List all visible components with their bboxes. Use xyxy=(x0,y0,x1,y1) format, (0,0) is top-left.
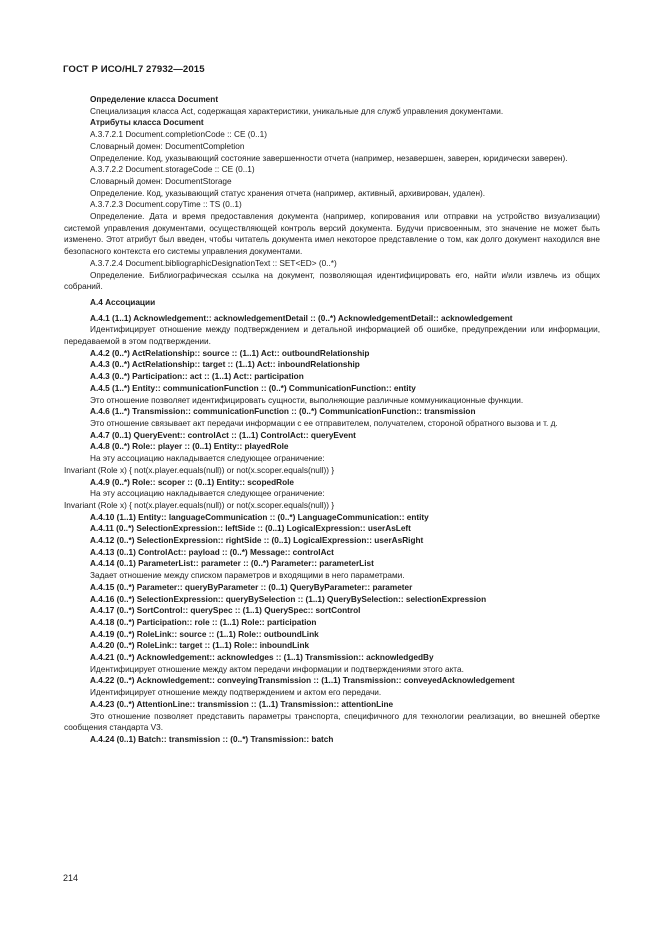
association-line: A.4.17 (0..*) SortControl:: querySpec :: (1..1) QuerySpec:: sortControl xyxy=(90,606,361,616)
association-line: A.4.20 (0..*) RoleLink:: target :: (1..1) Role:: inboundLink xyxy=(90,641,310,651)
paragraph: Определение. Код, указывающий состояние завершенности отчета (например, незавершен, заверен, юридически заверен). xyxy=(90,153,568,163)
paragraph: Это отношение позволяет представить параметры транспорта, специфичного для технологии реализации, во внешней обертке сообщения стандарта V3. xyxy=(64,711,600,733)
paragraph: Определение. Библиографическая ссылка на документ, позволяющая идентифицировать его, найти и/или извлечь из общих собраний. xyxy=(64,270,600,292)
paragraph: Определение. Код, указывающий статус хранения отчета (например, активный, архивирован, удален). xyxy=(90,188,486,198)
association-line: A.4.8 (0..*) Role:: player :: (0..1) Entity:: playedRole xyxy=(90,442,289,452)
paragraph: Словарный домен: DocumentCompletion xyxy=(90,141,245,151)
association-line: A.4.10 (1..1) Entity:: languageCommunication :: (0..*) LanguageCommunication:: entity xyxy=(90,512,429,522)
association-line: A.4.21 (0..*) Acknowledgement:: acknowledges :: (1..1) Transmission:: acknowledgedBy xyxy=(90,653,434,663)
association-line: A.4.12 (0..*) SelectionExpression:: rightSide :: (0..1) LogicalExpression:: userAsRight xyxy=(90,536,424,546)
running-header: ГОСТ Р ИСО/HL7 27932—2015 xyxy=(63,64,205,75)
document-body xyxy=(64,94,600,746)
paragraph: Идентифицирует отношение между подтверждением и детальной информацией об ошибке, предупреждении или информации, передаваемой в этом подтверждении. xyxy=(64,325,600,347)
association-line: A.4.9 (0..*) Role:: scoper :: (0..1) Entity:: scopedRole xyxy=(90,477,294,487)
paragraph: Идентифицирует отношение между подтверждением и актом его передачи. xyxy=(90,688,382,698)
association-line: A.4.3 (0..*) Participation:: act :: (1..1) Act:: participation xyxy=(90,372,304,382)
association-line: A.4.5 (1..*) Entity:: communicationFunction :: (0..*) CommunicationFunction:: entity xyxy=(90,383,416,393)
paragraph: На эту ассоциацию накладывается следующее ограничение: xyxy=(90,454,325,464)
attribute-line: A.3.7.2.1 Document.completionCode :: CE (0..1) xyxy=(90,130,268,140)
section-heading-associations: A.4 Ассоциации xyxy=(90,297,156,307)
paragraph: На эту ассоциацию накладывается следующее ограничение: xyxy=(90,489,325,499)
association-line: A.4.22 (0..*) Acknowledgement:: conveyingTransmission :: (1..1) Transmission:: conveyedAcknowledgement xyxy=(90,676,515,686)
page-number: 214 xyxy=(63,873,79,883)
invariant-line: Invariant (Role x) { not(x.player.equals(null)) or not(x.scoper.equals(null)) } xyxy=(64,500,335,510)
invariant-line: Invariant (Role x) { not(x.player.equals(null)) or not(x.scoper.equals(null)) } xyxy=(64,465,335,475)
association-line: A.4.19 (0..*) RoleLink:: source :: (1..1) Role:: outboundLink xyxy=(90,629,319,639)
attribute-line: A.3.7.2.3 Document.copyTime :: TS (0..1) xyxy=(90,200,242,210)
association-line: A.4.1 (1..1) Acknowledgement:: acknowledgementDetail :: (0..*) AcknowledgementDetail:: acknowledgement xyxy=(90,313,513,323)
association-line: A.4.18 (0..*) Participation:: role :: (1..1) Role:: participation xyxy=(90,617,317,627)
association-line: A.4.23 (0..*) AttentionLine:: transmission :: (1..1) Transmission:: attentionLine xyxy=(90,699,394,709)
paragraph: Идентифицирует отношение между актом передачи информации и подтверждениями этого акта. xyxy=(90,664,464,674)
association-line: A.4.24 (0..1) Batch:: transmission :: (0..*) Transmission:: batch xyxy=(90,734,334,744)
paragraph: Это отношение позволяет идентифицировать сущности, выполняющие различные коммуникационные функции. xyxy=(90,395,524,405)
paragraph: Словарный домен: DocumentStorage xyxy=(90,176,232,186)
association-line: A.4.11 (0..*) SelectionExpression:: leftSide :: (0..1) LogicalExpression:: userAsLeft xyxy=(90,524,411,534)
class-attributes-heading: Атрибуты класса Document xyxy=(90,118,204,128)
attribute-line: A.3.7.2.4 Document.bibliographicDesignationText :: SET<ED> (0..*) xyxy=(90,258,337,268)
association-line: A.4.7 (0..1) QueryEvent:: controlAct :: (1..1) ControlAct:: queryEvent xyxy=(90,430,356,440)
class-definition-heading: Определение класса Document xyxy=(90,95,219,104)
association-line: A.4.6 (1..*) Transmission:: communicationFunction :: (0..*) CommunicationFunction:: transmission xyxy=(90,407,476,417)
association-line: A.4.15 (0..*) Parameter:: queryByParameter :: (0..1) QueryByParameter:: parameter xyxy=(90,582,413,592)
association-line: A.4.14 (0..1) ParameterList:: parameter :: (0..*) Parameter:: parameterList xyxy=(90,559,374,569)
paragraph: Специализация класса Act, содержащая характеристики, уникальные для служб управления документами. xyxy=(90,106,504,116)
association-line: A.4.2 (0..*) ActRelationship:: source :: (1..1) Act:: outboundRelationship xyxy=(90,348,370,358)
paragraph: Задает отношение между списком параметров и входящими в него параметрами. xyxy=(90,571,405,581)
association-line: A.4.3 (0..*) ActRelationship:: target :: (1..1) Act:: inboundRelationship xyxy=(90,360,360,370)
attribute-line: A.3.7.2.2 Document.storageCode :: CE (0..1) xyxy=(90,165,255,175)
paragraph: Определение. Дата и время предоставления документа (например, копирования или отправки на устройство визуализации) системой управления документами, осуществляющей контроль версий документа. Будучи присвоенным, это значение не может быть изменено. Этот атрибут был введен, чтобы читатель документа имел некоторое представление о том, как долго документ находился вне безопасного контекста его системы управления документами. xyxy=(64,212,600,257)
association-line: A.4.16 (0..*) SelectionExpression:: queryBySelection :: (1..1) QueryBySelection:: selectionExpression xyxy=(90,594,487,604)
association-line: A.4.13 (0..1) ControlAct:: payload :: (0..*) Message:: controlAct xyxy=(90,547,334,557)
paragraph: Это отношение связывает акт передачи информации с ее отправителем, получателем, стороной обратного вызова и т. д. xyxy=(90,418,558,428)
